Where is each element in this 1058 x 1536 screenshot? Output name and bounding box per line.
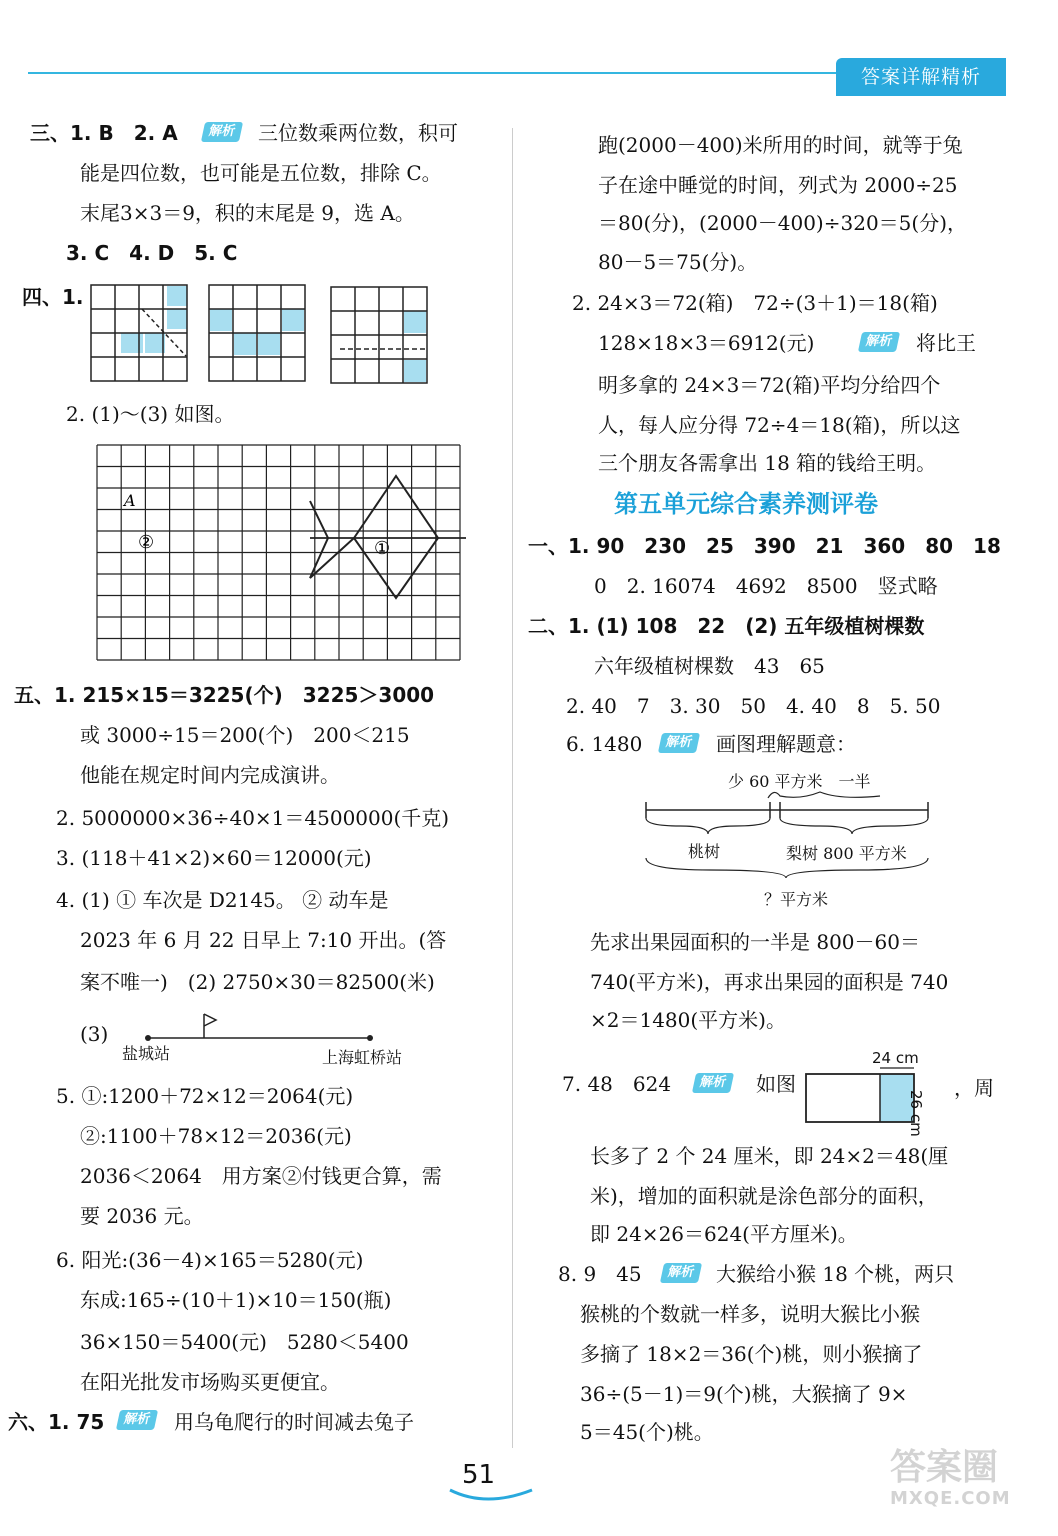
u7: 7. 48 624 — [562, 1072, 672, 1096]
analysis-tag: 解析 — [660, 1263, 702, 1283]
diag-top: 少 60 平方米 一半 — [728, 772, 871, 791]
r9: 三个朋友各需拿出 18 箱的钱给王明。 — [598, 451, 937, 475]
r3: ＝80(分)，(2000－400)÷320＝5(分)， — [598, 211, 967, 235]
r6-expl: 将比王 — [916, 331, 976, 355]
u1a: 一、1. 90 230 25 390 21 360 80 18 — [528, 534, 1001, 558]
s5-3: 3. (118＋41×2)×60＝12000(元) — [56, 846, 372, 870]
u7b: 米)，增加的面积就是涂色部分的面积， — [590, 1184, 938, 1208]
u8b: 多摘了 18×2＝36(个)桃，则小猴摘了 — [580, 1342, 923, 1366]
s5-6d: 在阳光批发市场购买更便宜。 — [80, 1370, 340, 1394]
u2c: 2. 40 7 3. 30 50 4. 40 8 5. 50 — [566, 694, 941, 718]
page-number-swoosh — [446, 1486, 536, 1506]
station-right: 上海虹桥站 — [322, 1048, 403, 1067]
r6: 128×18×3＝6912(元) — [598, 331, 815, 355]
u6a: 先求出果园面积的一半是 800－60＝ — [590, 930, 920, 954]
s5-4a: 4. (1) ① 车次是 D2145。 ② 动车是 — [56, 888, 389, 912]
s5-4b: 2023 年 6 月 22 日早上 7:10 开出。(答 — [80, 928, 447, 952]
s5-1c: 他能在规定时间内完成演讲。 — [80, 763, 340, 787]
r7: 明多拿的 24×3＝72(箱)平均分给四个 — [598, 373, 941, 397]
header-rule — [28, 72, 836, 74]
s6-1expl: 用乌龟爬行的时间减去兔子 — [174, 1410, 414, 1434]
u6: 6. 1480 — [566, 732, 643, 756]
s3-line3: 末尾3×3＝9，积的末尾是 9，选 A。 — [80, 201, 415, 225]
analysis-tag: 解析 — [116, 1410, 158, 1430]
grid-label-2: ② — [138, 532, 155, 553]
small-grid-1 — [90, 284, 190, 384]
u8c: 36÷(5－1)＝9(个)桃，大猴摘了 9× — [580, 1382, 908, 1406]
s5-5a: 5. ①:1200＋72×12＝2064(元) — [56, 1084, 354, 1108]
s3-expl1: 三位数乘两位数，积可 — [258, 121, 458, 145]
diag-bottom: ？平方米 — [764, 890, 829, 909]
s4-label: 四、1. — [22, 285, 84, 309]
r2: 子在途中睡觉的时间，列式为 2000÷25 — [598, 173, 958, 197]
watermark-sub: MXQE.COM — [890, 1488, 1011, 1509]
analysis-tag: 解析 — [858, 332, 900, 352]
section-title: 第五单元综合素养测评卷 — [614, 490, 878, 518]
u6b: 740(平方米)，再求出果园的面积是 740 — [590, 970, 949, 994]
s5-6a: 6. 阳光:(36－4)×165＝5280(元) — [56, 1248, 364, 1272]
u7c: 即 24×26＝624(平方厘米)。 — [590, 1222, 858, 1246]
analysis-tag: 解析 — [201, 122, 243, 142]
s5-5d: 要 2036 元。 — [80, 1204, 204, 1228]
r1: 跑(2000－400)米所用的时间，就等于兔 — [598, 133, 963, 157]
s5-1a: 五、1. 215×15＝3225(个) 3225＞3000 — [14, 683, 435, 707]
u6c: ×2＝1480(平方米)。 — [590, 1008, 786, 1032]
column-divider — [512, 128, 513, 1448]
u8d: 5＝45(个)桃。 — [580, 1420, 714, 1444]
segment-diagram — [640, 786, 940, 886]
small-grid-3 — [330, 286, 430, 386]
r4: 80－5＝75(分)。 — [598, 250, 758, 274]
diag-right: 梨树 800 平方米 — [786, 844, 907, 863]
s4-q2: 2. (1)～(3) 如图。 — [66, 402, 235, 426]
s6-1: 六、1. 75 — [8, 1410, 105, 1434]
u8: 8. 9 45 — [558, 1262, 642, 1286]
u7-expl: 如图 — [756, 1072, 796, 1096]
r8: 人，每人应分得 72÷4＝18(箱)，所以这 — [598, 413, 961, 437]
u2a: 二、1. (1) 108 22 (2) 五年级植树棵数 — [528, 614, 925, 638]
header-tab: 答案详解精析 — [836, 58, 1006, 96]
u1b: 0 2. 16074 4692 8500 竖式略 — [594, 574, 938, 598]
u7-tail: ，周 — [954, 1076, 994, 1100]
s3-line2: 能是四位数，也可能是五位数，排除 C。 — [80, 161, 442, 185]
watermark-main: 答案圈 — [890, 1447, 999, 1488]
analysis-tag: 解析 — [658, 733, 700, 753]
s5-2: 2. 5000000×36÷40×1＝4500000(千克) — [56, 806, 450, 830]
diag-left: 桃树 — [688, 842, 721, 861]
grid-label-1: ① — [374, 538, 391, 559]
u7a: 长多了 2 个 24 厘米，即 24×2＝48(厘 — [590, 1144, 949, 1168]
u6-expl: 画图理解题意： — [716, 732, 856, 756]
s5-1b: 或 3000÷15＝200(个) 200＜215 — [80, 723, 410, 747]
rect-height-label: 26 cm — [907, 1090, 925, 1137]
page-number: 51 — [462, 1460, 496, 1490]
large-grid — [96, 444, 468, 664]
s5-6c: 36×150＝5400(元) 5280＜5400 — [80, 1330, 409, 1354]
u8a: 猴桃的个数就一样多，说明大猴比小猴 — [580, 1302, 920, 1326]
analysis-tag: 解析 — [692, 1073, 734, 1093]
s5-4c: 案不唯一) (2) 2750×30＝82500(米) — [80, 970, 435, 994]
small-grid-2 — [208, 284, 308, 384]
s5-4d: (3) — [80, 1022, 109, 1046]
u8-expl: 大猴给小猴 18 个桃，两只 — [716, 1262, 955, 1286]
station-left: 盐城站 — [122, 1044, 171, 1063]
rect-width-label: 24 cm — [872, 1049, 919, 1067]
u2b: 六年级植树棵数 43 65 — [594, 654, 825, 678]
s3-line1: 三、1. B 2. A — [30, 121, 178, 145]
r5: 2. 24×3＝72(箱) 72÷(3＋1)＝18(箱) — [572, 291, 938, 315]
station-line — [140, 1008, 380, 1048]
grid-label-a: A — [124, 491, 136, 510]
s5-6b: 东成:165÷(10＋1)×10＝150(瓶) — [80, 1288, 392, 1312]
s5-5c: 2036＜2064 用方案②付钱更合算，需 — [80, 1164, 442, 1188]
s5-5b: ②:1100＋78×12＝2036(元) — [80, 1124, 352, 1148]
watermark — [890, 1448, 1050, 1528]
s3-line4: 3. C 4. D 5. C — [66, 241, 238, 265]
